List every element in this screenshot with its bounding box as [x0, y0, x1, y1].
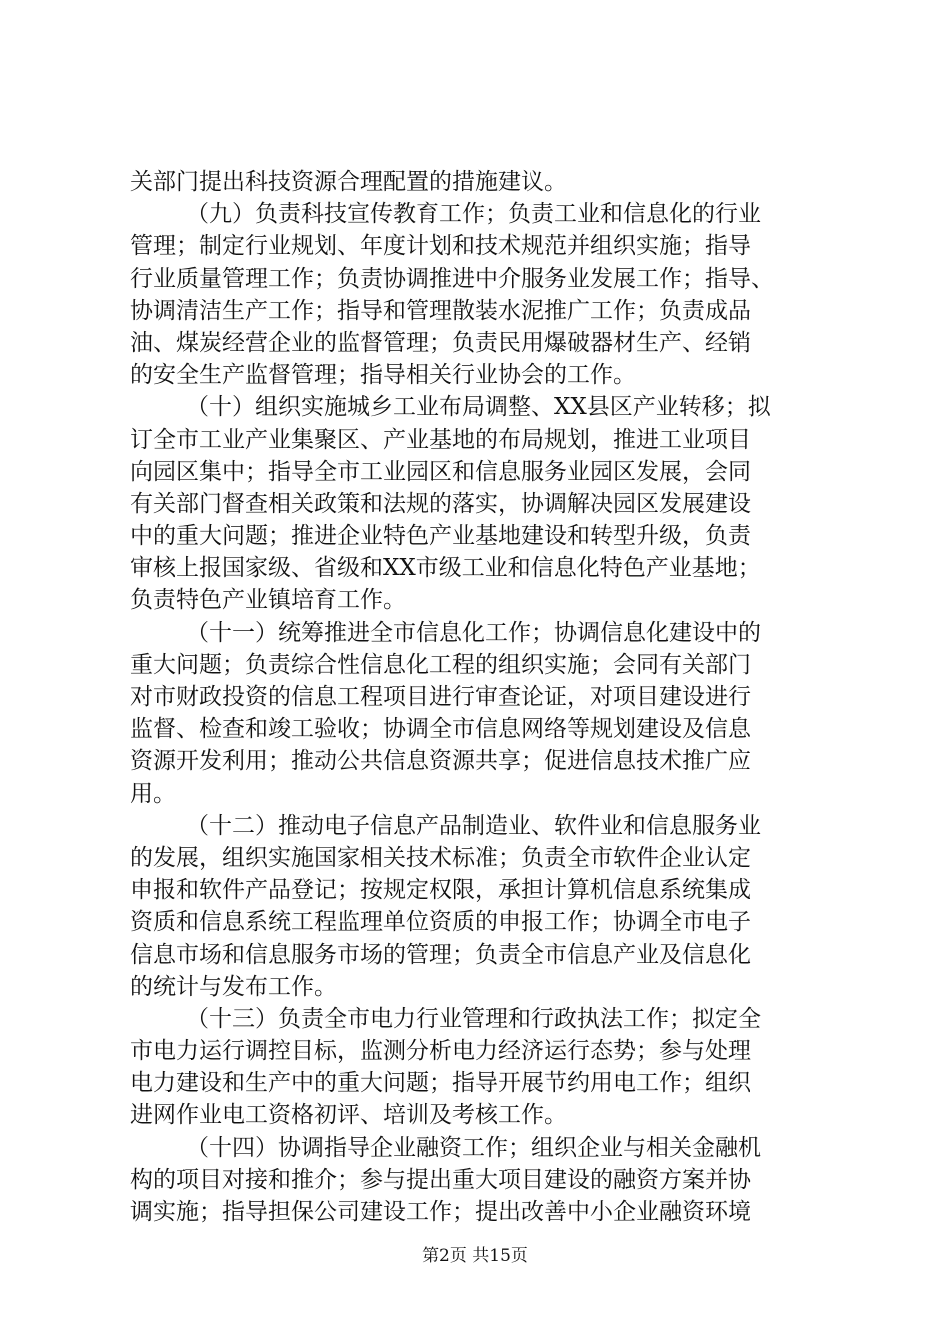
text-line: 协调清洁生产工作；指导和管理散装水泥推广工作；负责成品 — [130, 297, 751, 324]
paragraph-first-line: （十四）协调指导企业融资工作；组织企业与相关金融机 — [186, 1134, 761, 1161]
text-line: 资源开发利用；推动公共信息资源共享；促进信息技术推广应 — [130, 748, 751, 775]
text-line: 油、煤炭经营企业的监督管理；负责民用爆破器材生产、经销 — [130, 329, 751, 356]
paragraph-first-line: （十二）推动电子信息产品制造业、软件业和信息服务业 — [186, 812, 761, 839]
page-footer: 第2页 共15页 — [422, 1246, 528, 1266]
text-line: 构的项目对接和推介；参与提出重大项目建设的融资方案并协 — [130, 1166, 751, 1193]
text-line: 监督、检查和竣工验收；协调全市信息网络等规划建设及信息 — [130, 716, 751, 743]
text-line: 信息市场和信息服务市场的管理；负责全市信息产业及信息化 — [130, 941, 751, 968]
text-line: 对市财政投资的信息工程项目进行审查论证，对项目建设进行 — [130, 684, 751, 710]
text-line: 重大问题；负责综合性信息化工程的组织实施；会同有关部门 — [130, 651, 751, 678]
document-body — [130, 166, 830, 1228]
paragraph-first-line: （十）组织实施城乡工业布局调整、XX县区产业转移；拟 — [186, 394, 771, 421]
text-line: 审核上报国家级、省级和XX市级工业和信息化特色产业基地； — [130, 555, 761, 582]
text-line: 资质和信息系统工程监理单位资质的申报工作；协调全市电子 — [130, 909, 751, 936]
text-line: 的发展，组织实施国家相关技术标准；负责全市软件企业认定 — [130, 844, 751, 871]
text-line: 用。 — [130, 780, 176, 807]
text-line: 行业质量管理工作；负责协调推进中介服务业发展工作；指导、 — [130, 265, 774, 292]
text-line: 向园区集中；指导全市工业园区和信息服务业园区发展，会同 — [130, 458, 751, 485]
text-line: 有关部门督查相关政策和法规的落实，协调解决园区发展建设 — [130, 490, 751, 517]
text-line: 订全市工业产业集聚区、产业基地的布局规划，推进工业项目 — [130, 426, 751, 453]
paragraph-first-line: （九）负责科技宣传教育工作；负责工业和信息化的行业 — [186, 201, 761, 228]
text-line: 市电力运行调控目标，监测分析电力经济运行态势；参与处理 — [130, 1038, 751, 1065]
text-line: 调实施；指导担保公司建设工作；提出改善中小企业融资环境 — [130, 1199, 751, 1225]
paragraph-first-line: （十三）负责全市电力行业管理和行政执法工作；拟定全 — [186, 1005, 761, 1032]
text-line: 申报和软件产品登记；按规定权限，承担计算机信息系统集成 — [130, 877, 751, 904]
text-line: 的统计与发布工作。 — [130, 973, 337, 1000]
text-line: 电力建设和生产中的重大问题；指导开展节约用电工作；组织 — [130, 1070, 751, 1097]
text-line: 进网作业电工资格初评、培训及考核工作。 — [130, 1102, 567, 1129]
text-line: 管理；制定行业规划、年度计划和技术规范并组织实施；指导 — [130, 233, 751, 260]
text-line: 中的重大问题；推进企业特色产业基地建设和转型升级，负责 — [130, 523, 751, 550]
text-line: 负责特色产业镇培育工作。 — [130, 587, 406, 614]
paragraph-first-line: （十一）统筹推进全市信息化工作；协调信息化建设中的 — [186, 619, 761, 646]
text-line: 的安全生产监督管理；指导相关行业协会的工作。 — [130, 362, 636, 389]
text-line: 关部门提出科技资源合理配置的措施建议。 — [130, 169, 567, 195]
